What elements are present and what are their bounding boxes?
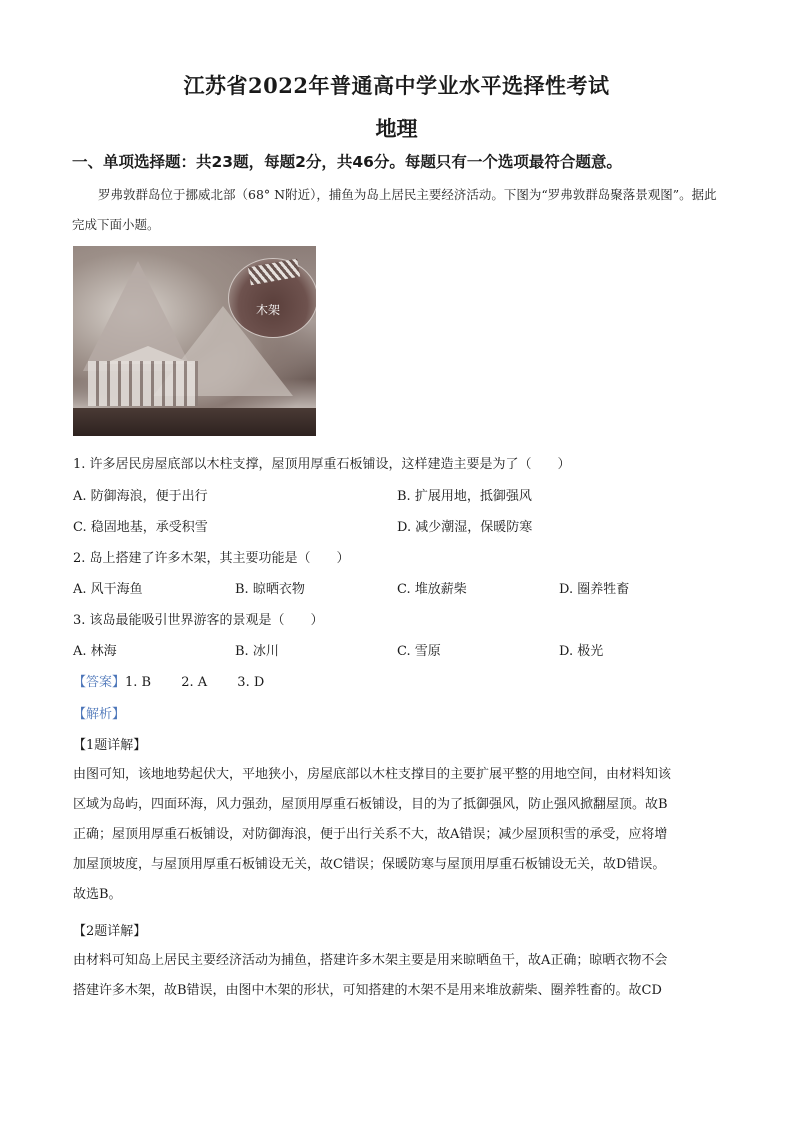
q1-explanation-line: 故选B。	[73, 887, 122, 902]
q1-explanation-line: 由图可知，该地地势起伏大，平地狭小，房屋底部以木柱支撑目的主要扩展平整的用地空间，由材料知该	[73, 767, 672, 782]
question-1-option-b: B. 扩展用地，抵御强风	[397, 489, 532, 504]
q2-detail-label: 【2题详解】	[73, 924, 147, 939]
q1-explanation-line: 正确；屋顶用厚重石板铺设，对防御海浪，便于出行关系不大，故A错误；减少屋顶积雪的承受，应将增	[73, 827, 668, 842]
question-3-stem: 3. 该岛最能吸引世界游客的景观是（ ）	[73, 613, 324, 628]
question-2-option-c: C. 堆放薪柴	[397, 582, 467, 597]
question-3-option-c: C. 雪原	[397, 644, 441, 659]
question-1-option-c: C. 稳固地基，承受积雪	[73, 520, 208, 535]
intro-paragraph: 罗弗敦群岛位于挪威北部（68° N附近），捕鱼为岛上居民主要经济活动。下图为“罗弗敦群岛聚落景观图”。据此完成下面小题。	[72, 187, 717, 232]
q1-detail-label: 【1题详解】	[73, 738, 147, 753]
stilt-houses-shape	[88, 361, 198, 406]
answer-label: 【答案】	[73, 675, 126, 690]
question-3-option-a: A. 林海	[73, 644, 117, 659]
exam-title: 江苏省2022年普通高中学业水平选择性考试	[183, 73, 610, 98]
question-3-option-b: B. 冰川	[235, 644, 279, 659]
q2-explanation	[73, 946, 723, 1006]
question-2-stem: 2. 岛上搭建了许多木架，其主要功能是（ ）	[73, 551, 350, 566]
question-2-option-a: A. 风干海鱼	[73, 582, 143, 597]
answer-line	[73, 671, 264, 690]
subject-title: 地理	[375, 116, 418, 141]
wooden-rack-label: 木架	[256, 303, 281, 317]
answer-values: 1. B 2. A 3. D	[125, 675, 265, 690]
question-1-option-a: A. 防御海浪，便于出行	[73, 489, 208, 504]
q1-explanation-line: 加屋顶坡度，与屋顶用厚重石板铺设无关，故C错误；保暖防寒与屋顶用厚重石板铺设无关，故D错误。	[73, 857, 666, 872]
section-heading: 一、单项选择题：共23题，每题2分，共46分。每题只有一个选项最符合题意。	[72, 153, 622, 171]
q1-explanation	[73, 760, 723, 910]
water-shape	[73, 408, 316, 436]
q1-explanation-line: 区域为岛屿，四面环海，风力强劲，屋顶用厚重石板铺设，目的为了抵御强风，防止强风掀翻屋顶。故B	[73, 797, 668, 812]
settlement-landscape-photo	[73, 246, 316, 436]
question-1-option-d: D. 减少潮湿，保暖防寒	[397, 520, 533, 535]
question-1-stem: 1. 许多居民房屋底部以木柱支撑，屋顶用厚重石板铺设，这样建造主要是为了（ ）	[73, 457, 571, 472]
q2-explanation-line: 由材料可知岛上居民主要经济活动为捕鱼，搭建许多木架主要是用来晾晒鱼干，故A正确；晾晒衣物不会	[73, 953, 668, 968]
wooden-rack-callout	[228, 258, 316, 338]
question-2-option-b: B. 晾晒衣物	[235, 582, 305, 597]
q2-explanation-line: 搭建许多木架，故B错误，由图中木架的形状，可知搭建的木架不是用来堆放薪柴、圈养牲畜的。故CD	[73, 983, 662, 998]
analysis-label: 【解析】	[73, 707, 126, 722]
question-2-option-d: D. 圈养牲畜	[559, 582, 630, 597]
question-3-option-d: D. 极光	[559, 644, 604, 659]
